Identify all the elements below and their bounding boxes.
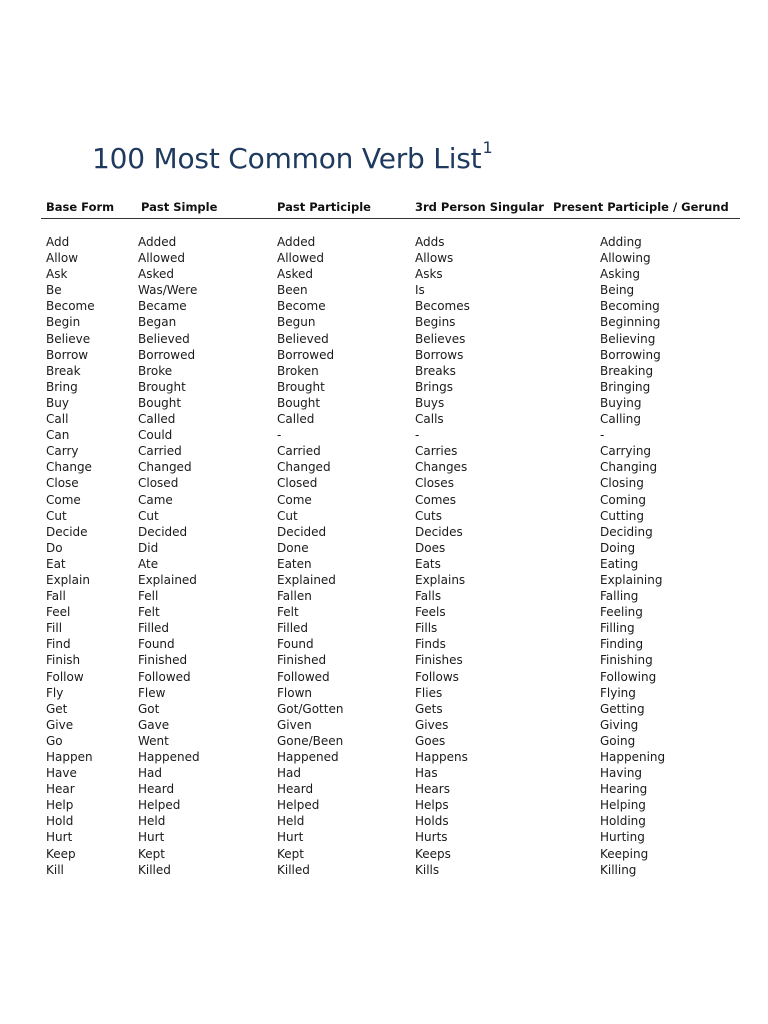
cell-third-person: Is [415,283,425,298]
table-row [0,364,768,380]
table-row [0,670,768,686]
table-row [0,428,768,444]
table-row [0,348,768,364]
cell-third-person: Believes [415,331,466,346]
cell-base-form: Keep [46,846,76,861]
cell-past-simple: Went [138,733,169,748]
cell-past-simple: Borrowed [138,347,196,362]
table-row [0,283,768,299]
cell-past-simple: Bought [138,395,182,410]
cell-third-person: Falls [415,589,442,604]
table-row [0,299,768,315]
cell-past-participle: Got/Gotten [277,701,344,716]
cell-base-form: Borrow [46,347,89,362]
cell-past-simple: Decided [138,524,188,539]
cell-third-person: Goes [415,733,446,748]
cell-present-participle: Happening [600,750,666,764]
cell-base-form: Eat [46,556,66,571]
header-divider [41,218,740,219]
cell-past-participle: Decided [277,524,327,539]
cell-past-participle: Followed [277,669,330,684]
cell-past-participle: Bought [277,395,321,410]
table-row [0,798,768,814]
cell-present-participle: Allowing [600,251,651,266]
cell-base-form: Fall [46,589,66,604]
cell-third-person: Breaks [415,363,456,378]
cell-third-person: Does [415,540,446,555]
cell-base-form: Get [46,701,68,716]
cell-past-participle: Done [277,540,309,555]
cell-past-participle: Felt [277,605,299,620]
cell-past-participle: Kept [277,846,304,861]
cell-past-simple: Became [138,299,187,314]
cell-base-form: Can [46,428,70,443]
cell-present-participle: Bringing [600,379,651,394]
cell-third-person: Happens [415,750,468,764]
cell-present-participle: Flying [600,685,636,700]
table-row [0,412,768,428]
cell-past-simple: Carried [138,444,182,459]
cell-past-participle: Hurt [277,830,304,845]
cell-base-form: Become [46,299,95,314]
cell-present-participle: Buying [600,395,642,410]
cell-past-simple: Flew [138,685,166,700]
cell-base-form: Bring [46,379,78,394]
cell-past-simple: Cut [138,508,159,523]
cell-present-participle: Following [600,669,657,684]
cell-third-person: Explains [415,572,466,587]
table-row [0,509,768,525]
cell-past-participle: Held [277,814,305,829]
cell-base-form: Be [46,283,62,298]
cell-base-form: Begin [46,315,81,330]
table-row [0,702,768,718]
cell-present-participle: Asking [600,267,640,282]
cell-present-participle: Filling [600,621,635,636]
cell-past-simple: Helped [138,798,181,813]
cell-past-participle: Gone/Been [277,733,344,748]
cell-past-simple: Explained [138,572,197,587]
cell-base-form: Cut [46,508,67,523]
cell-past-participle: Heard [277,782,314,797]
cell-past-participle: Allowed [277,251,325,266]
cell-past-simple: Called [138,412,176,427]
cell-past-simple: Brought [138,379,186,394]
cell-present-participle: Being [600,283,635,298]
cell-past-simple: Found [138,637,175,652]
cell-past-participle: Finished [277,653,327,668]
cell-present-participle: Finding [600,637,644,652]
cell-past-simple: Could [138,428,173,443]
cell-past-simple: Followed [138,669,191,684]
cell-third-person: Has [415,766,438,781]
cell-base-form: Buy [46,395,69,410]
cell-past-simple: Heard [138,782,175,797]
header-base-form: Base Form [46,200,115,214]
cell-base-form: Hold [46,814,74,829]
cell-third-person: - [415,428,420,443]
cell-present-participle: Breaking [600,363,654,378]
cell-present-participle: Feeling [600,605,643,620]
cell-third-person: Helps [415,798,449,813]
table-row [0,637,768,653]
cell-present-participle: Beginning [600,315,661,330]
cell-past-simple: Killed [138,862,171,877]
cell-present-participle: Eating [600,556,639,571]
cell-past-participle: Become [277,299,326,314]
cell-base-form: Carry [46,444,79,459]
header-past-participle: Past Participle [277,200,371,214]
cell-past-participle: Called [277,412,315,427]
table-row [0,332,768,348]
cell-present-participle: Doing [600,540,636,555]
table-row [0,847,768,863]
cell-past-simple: Hurt [138,830,165,845]
cell-present-participle: Hurting [600,830,645,845]
table-row [0,541,768,557]
cell-past-simple: Added [138,235,177,249]
cell-present-participle: Coming [600,492,646,507]
table-row [0,814,768,830]
cell-present-participle: Explaining [600,572,663,587]
cell-third-person: Finishes [415,653,463,668]
cell-past-participle: Happened [277,750,339,764]
cell-base-form: Fill [46,621,63,636]
table-header [0,200,768,218]
cell-present-participle: Holding [600,814,646,829]
cell-third-person: Hears [415,782,450,797]
table-row [0,476,768,492]
cell-base-form: Add [46,235,70,249]
cell-past-participle: Given [277,717,312,732]
cell-base-form: Believe [46,331,91,346]
table-row [0,830,768,846]
header-present-participle: Present Participle / Gerund [553,200,729,214]
cell-third-person: Becomes [415,299,470,314]
cell-base-form: Ask [46,267,68,282]
cell-third-person: Feels [415,605,446,620]
table-row [0,235,768,251]
cell-past-participle: Helped [277,798,320,813]
table-row [0,605,768,621]
table-row [0,315,768,331]
table-row [0,444,768,460]
cell-base-form: Go [46,733,63,748]
table-row [0,557,768,573]
table-row [0,621,768,637]
cell-third-person: Follows [415,669,459,684]
cell-base-form: Find [46,637,71,652]
cell-past-participle: Begun [277,315,316,330]
table-row [0,251,768,267]
table-row [0,718,768,734]
cell-base-form: Feel [46,605,71,620]
cell-third-person: Cuts [415,508,442,523]
cell-past-simple: Did [138,540,159,555]
cell-present-participle: Killing [600,862,637,877]
cell-past-participle: Closed [277,476,318,491]
cell-base-form: Follow [46,669,84,684]
cell-past-simple: Changed [138,460,192,475]
cell-present-participle: Borrowing [600,347,661,362]
cell-third-person: Fills [415,621,438,636]
cell-past-participle: Killed [277,862,310,877]
cell-past-simple: Asked [138,267,174,282]
cell-third-person: Gives [415,717,449,732]
header-third-person-singular: 3rd Person Singular [415,200,544,214]
cell-past-participle: Come [277,492,312,507]
cell-past-simple: Had [138,766,162,781]
cell-present-participle: - [600,428,605,443]
cell-past-simple: Felt [138,605,160,620]
cell-past-simple: Happened [138,750,200,764]
cell-past-participle: Borrowed [277,347,335,362]
cell-past-simple: Fell [138,589,159,604]
cell-past-simple: Gave [138,717,170,732]
cell-past-participle: Fallen [277,589,312,604]
cell-present-participle: Hearing [600,782,648,797]
page-title [92,138,493,175]
cell-base-form: Change [46,460,92,475]
cell-third-person: Carries [415,444,458,459]
cell-base-form: Happen [46,750,93,764]
cell-past-simple: Ate [138,556,159,571]
cell-base-form: Kill [46,862,64,877]
cell-past-participle: Cut [277,508,298,523]
cell-past-simple: Broke [138,363,173,378]
table-row [0,766,768,782]
cell-present-participle: Carrying [600,444,652,459]
cell-base-form: Allow [46,251,79,266]
cell-third-person: Comes [415,492,457,507]
table-row [0,782,768,798]
table-row [0,573,768,589]
cell-past-participle: Flown [277,685,312,700]
cell-third-person: Brings [415,379,453,394]
cell-base-form: Call [46,412,69,427]
cell-third-person: Holds [415,814,449,829]
cell-present-participle: Closing [600,476,644,491]
cell-present-participle: Deciding [600,524,653,539]
cell-present-participle: Going [600,733,636,748]
cell-past-simple: Got [138,701,160,716]
table-row [0,460,768,476]
cell-past-simple: Held [138,814,166,829]
cell-present-participle: Helping [600,798,646,813]
title-text: 100 Most Common Verb List [92,142,482,175]
cell-past-participle: - [277,428,282,443]
cell-third-person: Calls [415,412,444,427]
cell-third-person: Finds [415,637,446,652]
table-row [0,396,768,412]
header-past-simple: Past Simple [141,200,218,214]
cell-third-person: Changes [415,460,468,475]
cell-past-simple: Closed [138,476,179,491]
cell-past-participle: Changed [277,460,331,475]
cell-third-person: Asks [415,267,443,282]
cell-third-person: Eats [415,556,441,571]
cell-third-person: Gets [415,701,443,716]
table-row [0,863,768,879]
cell-past-participle: Explained [277,572,336,587]
cell-base-form: Fly [46,685,64,700]
cell-present-participle: Adding [600,235,642,249]
table-row [0,589,768,605]
cell-third-person: Begins [415,315,456,330]
cell-past-participle: Carried [277,444,321,459]
cell-present-participle: Becoming [600,299,660,314]
cell-base-form: Break [46,363,81,378]
table-row [0,267,768,283]
cell-past-simple: Kept [138,846,165,861]
cell-base-form: Give [46,717,74,732]
cell-third-person: Keeps [415,846,451,861]
table-row [0,686,768,702]
cell-past-simple: Was/Were [138,283,198,298]
cell-present-participle: Cutting [600,508,644,523]
cell-past-simple: Came [138,492,173,507]
table-row [0,525,768,541]
cell-third-person: Decides [415,524,463,539]
cell-third-person: Closes [415,476,454,491]
cell-base-form: Decide [46,524,88,539]
cell-present-participle: Giving [600,717,639,732]
cell-third-person: Hurts [415,830,448,845]
cell-present-participle: Getting [600,701,645,716]
cell-past-simple: Allowed [138,251,186,266]
cell-past-participle: Been [277,283,308,298]
cell-third-person: Borrows [415,347,464,362]
cell-third-person: Kills [415,862,440,877]
cell-third-person: Adds [415,235,445,249]
table-row [0,380,768,396]
cell-past-participle: Had [277,766,301,781]
cell-third-person: Buys [415,395,445,410]
cell-base-form: Help [46,798,74,813]
table-row [0,734,768,750]
cell-base-form: Hurt [46,830,73,845]
cell-past-participle: Found [277,637,314,652]
cell-present-participle: Believing [600,331,656,346]
cell-past-simple: Believed [138,331,190,346]
cell-past-participle: Filled [277,621,309,636]
cell-past-simple: Began [138,315,177,330]
cell-base-form: Hear [46,782,75,797]
verb-table-body [0,235,768,879]
cell-past-participle: Brought [277,379,325,394]
cell-base-form: Come [46,492,81,507]
cell-past-simple: Filled [138,621,170,636]
cell-base-form: Have [46,766,77,781]
cell-past-participle: Broken [277,363,319,378]
cell-past-participle: Added [277,235,316,249]
table-row [0,493,768,509]
cell-third-person: Allows [415,251,454,266]
cell-past-participle: Asked [277,267,313,282]
cell-base-form: Explain [46,572,90,587]
footnote-mark: 1 [482,138,493,157]
cell-present-participle: Having [600,766,643,781]
cell-third-person: Flies [415,685,443,700]
cell-past-participle: Eaten [277,556,312,571]
table-row [0,653,768,669]
cell-base-form: Finish [46,653,81,668]
cell-present-participle: Keeping [600,846,649,861]
cell-present-participle: Calling [600,412,641,427]
cell-present-participle: Changing [600,460,658,475]
cell-base-form: Close [46,476,79,491]
cell-base-form: Do [46,540,63,555]
table-row [0,750,768,766]
cell-past-simple: Finished [138,653,188,668]
cell-present-participle: Falling [600,589,639,604]
cell-present-participle: Finishing [600,653,653,668]
cell-past-participle: Believed [277,331,329,346]
